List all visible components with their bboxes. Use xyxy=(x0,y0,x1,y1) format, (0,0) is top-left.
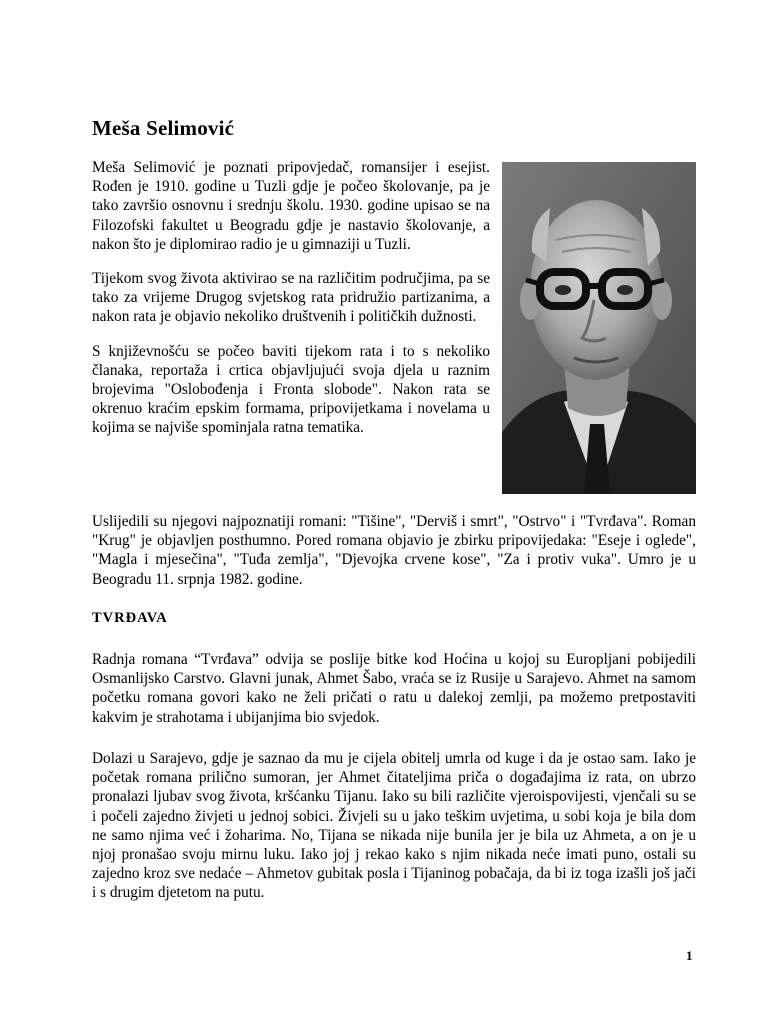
portrait-illustration xyxy=(502,162,696,494)
page-number: 1 xyxy=(686,948,693,963)
tvrdava-intro xyxy=(92,650,696,727)
intro-paragraph-birth: Meša Selimović je poznati pripovjedač, romansijer i esejist. Rođen je 1910. godine u Tuzli gdje je počeo školovanje, pa je tako završio osnovnu i srednju školu. 1930. godine upisao se na Filozofski fakultet u Beogradu gdje je nastavio školovanje, a nakon što je diplomirao radio je u gimnaziji u Tuzli. xyxy=(92,159,490,253)
intro-column xyxy=(92,158,490,438)
author-portrait-photo xyxy=(502,162,696,494)
tvrdava-story xyxy=(92,749,696,903)
page-title: Meša Selimović xyxy=(92,116,235,140)
tvrdava-paragraph-plot: Radnja romana “Tvrđava” odvija se poslije bitke kod Hoćina u kojoj su Europljani pobijedili Osmanlijsko Carstvo. Glavni junak, Ahmet Šabo, vraća se iz Rusije u Sarajevo. Ahmet na samom početku romana govori kako ne želi pričati o ratu u dalekoj zemlji, pa možemo pretpostaviti kakvim je strahotama i ubijanjima bio svjedok. xyxy=(92,651,696,726)
intro-paragraph-life: Tijekom svog života aktivirao se na različitim područjima, pa se tako za vrijeme Drugog svjetskog rata pridružio partizanima, a nakon rata je objavio nekoliko društvenih i političkih dužnosti. xyxy=(92,270,490,326)
novels-section xyxy=(92,512,696,589)
intro-paragraph-writing: S književnošću se počeo baviti tijekom rata i to s nekoliko članaka, reportaža i crtica objavljujući svoja djela u raznim brojevima "Oslobođenja i Fronta slobode". Nakon rata se okrenuo kraćim epskim formama, pripovijetkama i novelama u kojima se najviše spominjala ratna tematika. xyxy=(92,342,490,437)
novels-paragraph: Uslijedili su njegovi najpoznatiji romani: "Tišine", "Derviš i smrt", "Ostrvo" i "Tvrđava". Roman "Krug" je objavljen posthumno. Pored romana objavio je zbirku pripovijedaka: "Eseje i oglede", "Magla i mjesečina", "Tuđa zemlja", "Djevojka crvene kose", "Za i protiv vuka". Umro je u Beogradu 11. srpnja 1982. godine. xyxy=(92,513,696,588)
tvrdava-paragraph-sarajevo: Dolazi u Sarajevo, gdje je saznao da mu je cijela obitelj umrla od kuge i da je ostao sam. Iako je početak romana prilično sumoran, jer Ahmet čitateljima priča o događajima iz rata, on ubrzo pronalazi ljubav svog života, kršćanku Tijanu. Iako su bili različite vjeroispovijesti, vjenčali su se i počeli zajedno živjeti u jednoj sobici. Živjeli su u jako teškim uvjetima, u sobi koja je bila dom ne samo njima već i žoharima. No, Tijana se nikada nije bunila jer je bila uz Ahmeta, a on je u njoj pronašao svoju mirnu luku. Iako joj j rekao kako s njim nikada neće imati puno, ostali su zajedno kroz sve nedaće – Ahmetov gubitak posla i Tijaninog pobačaja, da bi iz toga izašli još jači i s drugim djetetom na putu. xyxy=(92,750,696,902)
section-heading-tvrdava: TVRĐAVA xyxy=(92,610,168,626)
